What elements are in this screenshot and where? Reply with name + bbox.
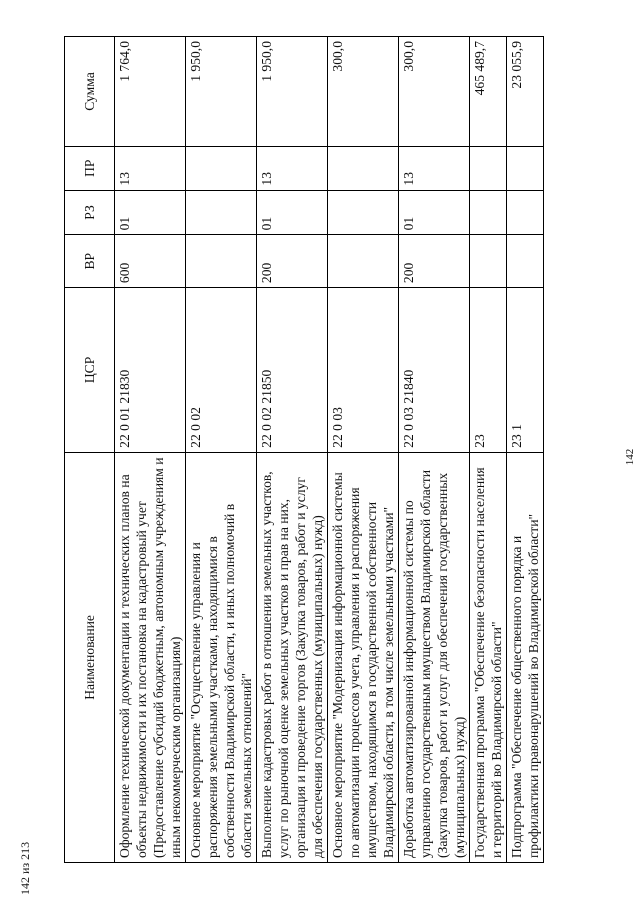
row-pr [507,146,544,190]
row-name: Выполнение кадастровых работ в отношении земельных участков, услуг по рыночной оценке земельных участков и прав на них, организация и проведение торгов (Закупка товаров, работ и услуг для обеспечения государственных (муниципальных) нужд) [257,452,328,862]
row-rz [328,190,399,235]
row-csr: 22 0 02 21850 [257,288,328,453]
row-pr: 13 [115,146,186,190]
row-pr [470,146,507,190]
row-pr [328,146,399,190]
row-sum: 1 764,0 [115,37,186,147]
table-row [115,37,186,863]
row-name: Основное мероприятие "Модернизация информационной системы по автоматизации процессов учета, управления и распоряжения имуществом, находящимся в государственной собственности Владимирской области, в том числе земельными участками" [328,452,399,862]
row-rz: 01 [257,190,328,235]
row-sum: 300,0 [399,37,470,147]
row-csr: 22 0 02 [186,288,257,453]
table-row [328,37,399,863]
row-pr: 13 [399,146,470,190]
row-csr: 23 [470,288,507,453]
row-sum: 23 055,9 [507,37,544,147]
row-csr: 22 0 03 [328,288,399,453]
row-vr [186,235,257,288]
header-vr: ВР [65,235,115,288]
row-name: Оформление технической документации и технических планов на объекты недвижимости и их постановка на кадастровый учет (Предоставление субсидий бюджетным, автономным учреждениям и иным некоммерческим организациям) [115,452,186,862]
row-sum: 1 950,0 [257,37,328,147]
row-name: Основное мероприятие "Осуществление управления и распоряжения земельными участками, находящимися в собственности Владимирской области, и иных полномочий в области земельных отношений" [186,452,257,862]
table-header-row [65,37,115,863]
row-vr: 200 [399,235,470,288]
row-rz: 01 [399,190,470,235]
row-vr [470,235,507,288]
header-rz: РЗ [65,190,115,235]
row-vr [507,235,544,288]
row-rz [186,190,257,235]
row-name: Доработка автоматизированной информационной системы по управлению государственным имуществом Владимирской области (Закупка товаров, работ и услуг для обеспечения государственных (муниципальных) нужд) [399,452,470,862]
row-rz [470,190,507,235]
row-sum: 465 489,7 [470,37,507,147]
table-row [470,37,507,863]
table-row [399,37,470,863]
row-pr [186,146,257,190]
header-sum: Сумма [65,37,115,147]
row-sum: 1 950,0 [186,37,257,147]
header-csr: ЦСР [65,288,115,453]
table-row [257,37,328,863]
page-number-top: 142 [624,448,636,466]
row-name: Государственная программа "Обеспечение безопасности населения и территорий во Владимирской области" [470,452,507,862]
row-rz: 01 [115,190,186,235]
row-sum: 300,0 [328,37,399,147]
row-pr: 13 [257,146,328,190]
page-number-bottom: 142 из 213 [18,841,32,895]
row-rz [507,190,544,235]
row-vr [328,235,399,288]
row-csr: 22 0 01 21830 [115,288,186,453]
header-pr: ПР [65,146,115,190]
row-name: Подпрограмма "Обеспечение общественного порядка и профилактики правонарушений во Владимирской области" [507,452,544,862]
row-csr: 22 0 03 21840 [399,288,470,453]
row-vr: 200 [257,235,328,288]
row-vr: 600 [115,235,186,288]
table-row [186,37,257,863]
row-csr: 23 1 [507,288,544,453]
header-name: Наименование [65,452,115,862]
table-row [507,37,544,863]
budget-table [64,36,544,863]
